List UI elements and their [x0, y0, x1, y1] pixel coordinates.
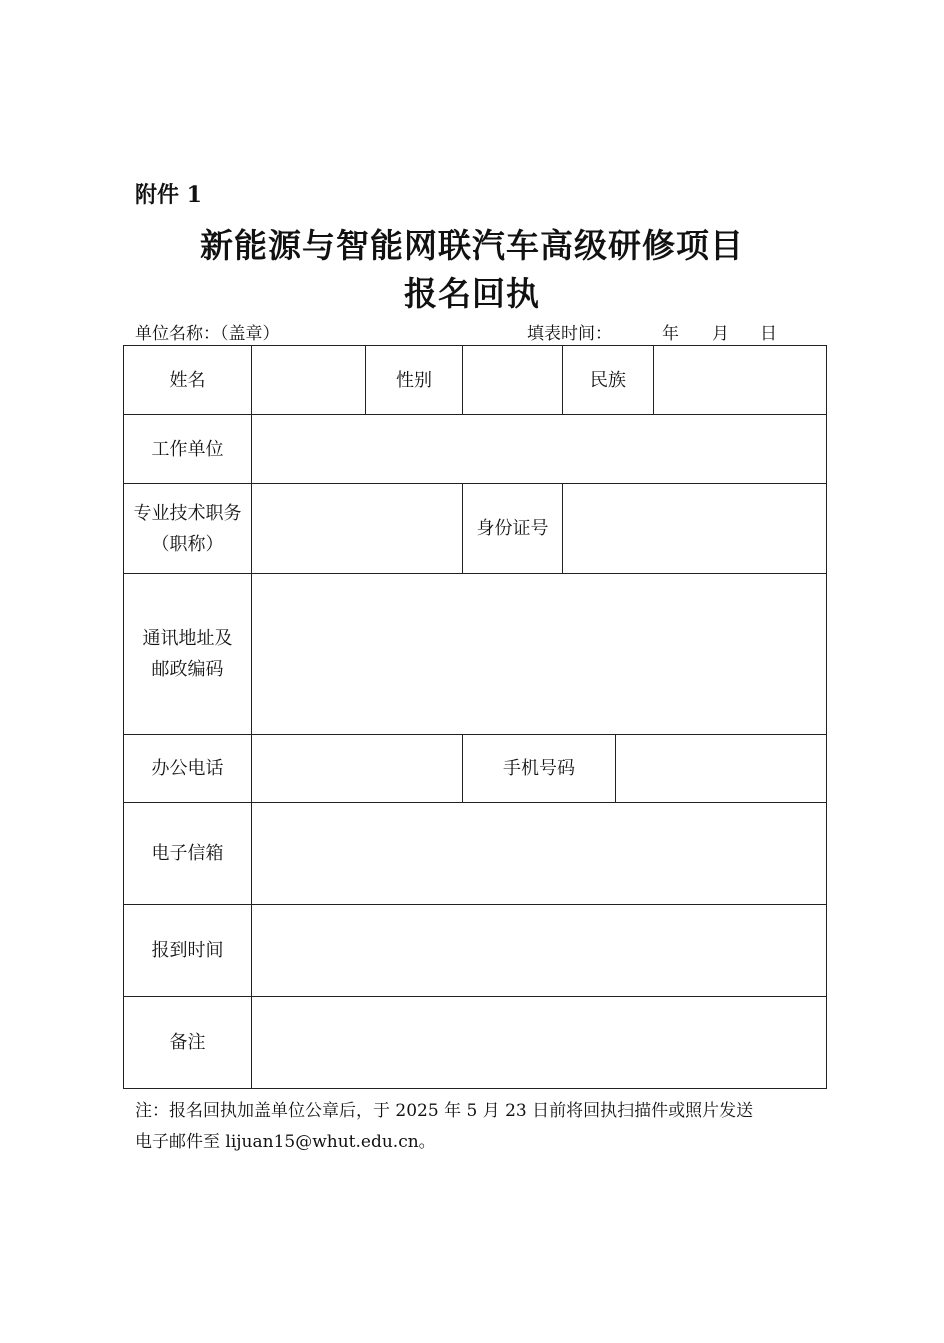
professional-title-label-line1: 专业技术职务 [133, 502, 242, 524]
table-row [124, 484, 827, 574]
year-label: 年 [662, 324, 679, 344]
attachment-label: 附件 1 [135, 182, 202, 208]
office-phone-label: 办公电话 [124, 735, 252, 803]
professional-title-field[interactable] [252, 484, 463, 574]
work-unit-label: 工作单位 [124, 415, 252, 484]
email-field[interactable] [252, 803, 827, 905]
table-row [124, 803, 827, 905]
ethnicity-field[interactable] [654, 346, 827, 415]
remarks-field[interactable] [252, 997, 827, 1089]
unit-name-label: 单位名称：（盖章） [135, 324, 280, 344]
footnote-line1: 注：报名回执加盖单位公章后，于 2025 年 5 月 23 日前将回执扫描件或照片发送 [135, 1101, 754, 1121]
footnote [135, 1096, 825, 1158]
name-label: 姓名 [124, 346, 252, 415]
remarks-label: 备注 [124, 997, 252, 1089]
table-row [124, 997, 827, 1089]
name-field[interactable] [252, 346, 366, 415]
table-row [124, 415, 827, 484]
address-label [124, 574, 252, 735]
id-number-field[interactable] [563, 484, 827, 574]
ethnicity-label: 民族 [563, 346, 654, 415]
table-row [124, 574, 827, 735]
address-label-line2: 邮政编码 [151, 659, 224, 680]
work-unit-field[interactable] [252, 415, 827, 484]
professional-title-label [124, 484, 252, 574]
id-number-label: 身份证号 [463, 484, 563, 574]
email-label: 电子信箱 [124, 803, 252, 905]
table-row [124, 346, 827, 415]
address-field[interactable] [252, 574, 827, 735]
table-row [124, 735, 827, 803]
fill-date-label: 填表时间： [527, 324, 612, 344]
report-time-field[interactable] [252, 905, 827, 997]
mobile-field[interactable] [616, 735, 827, 803]
registration-form-table [123, 345, 827, 1089]
address-label-line1: 通讯地址及 [142, 628, 233, 649]
table-row [124, 905, 827, 997]
mobile-label: 手机号码 [463, 735, 616, 803]
professional-title-label-line2: （职称） [151, 533, 224, 555]
form-subtitle: 报名回执 [404, 274, 540, 313]
footnote-line2: 电子邮件至 lijuan15@whut.edu.cn。 [135, 1132, 436, 1152]
form-title: 新能源与智能网联汽车高级研修项目 [200, 226, 744, 265]
report-time-label: 报到时间 [124, 905, 252, 997]
month-label: 月 [712, 324, 729, 344]
gender-field[interactable] [463, 346, 563, 415]
office-phone-field[interactable] [252, 735, 463, 803]
day-label: 日 [760, 324, 777, 344]
gender-label: 性别 [366, 346, 463, 415]
